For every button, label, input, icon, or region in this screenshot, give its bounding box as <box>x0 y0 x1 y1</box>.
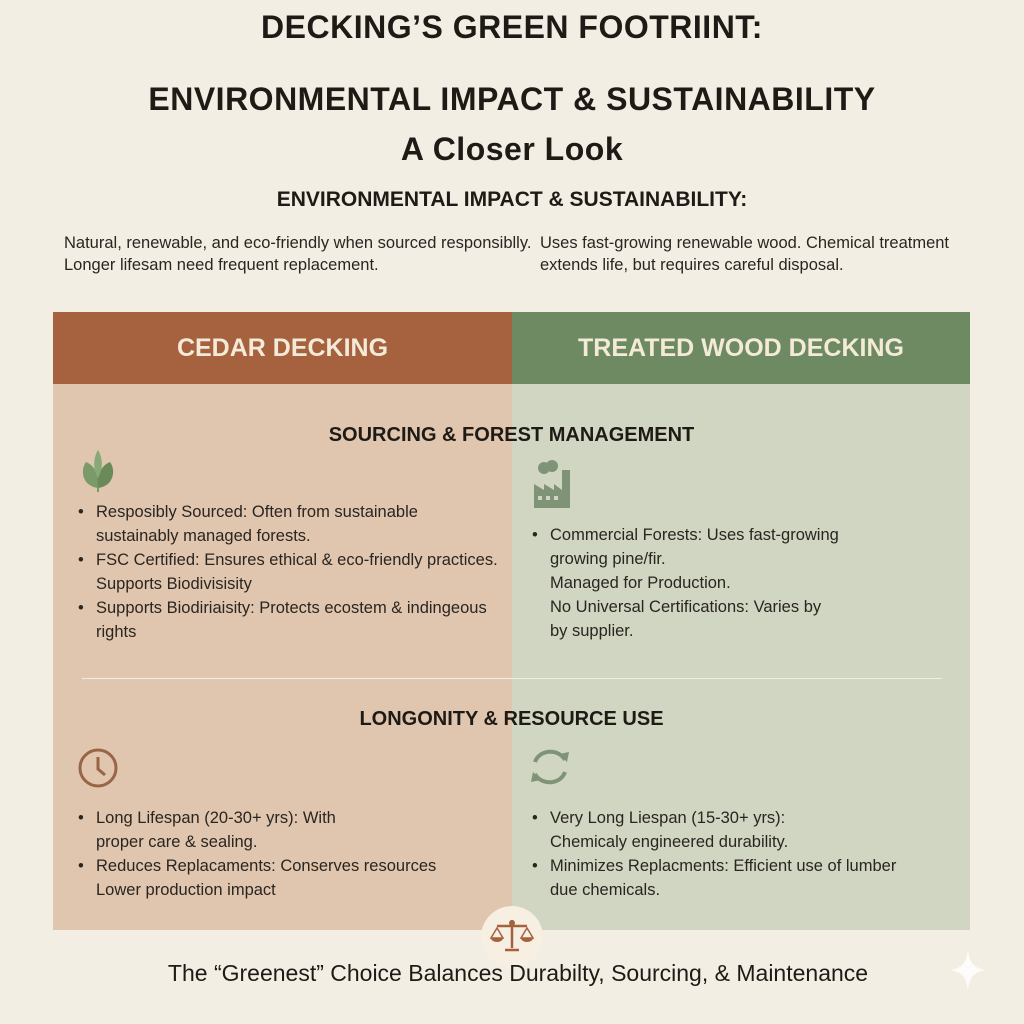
list-item: • Reduces Replacaments: Conserves resources <box>74 854 544 878</box>
list-item: growing pine/fir. <box>550 550 666 568</box>
recycle-arrows-icon <box>527 744 573 790</box>
list-item: sustainably managed forests. <box>96 527 311 545</box>
sparkle-icon <box>948 948 988 992</box>
intro-treated: Uses fast-growing renewable wood. Chemical treatment extends life, but requires careful disposal. <box>540 234 950 274</box>
leaf-icon <box>78 448 118 496</box>
list-item: • Resposibly Sourced: Often from sustainable <box>74 500 544 524</box>
list-item: • Minimizes Replacments: Efficient use of lumber <box>528 854 968 878</box>
list-item: • Commercial Forests: Uses fast-growing <box>528 523 968 547</box>
list-item: Managed for Production. <box>550 574 731 592</box>
cedar-sourcing-list <box>74 500 544 644</box>
treated-header: TREATED WOOD DECKING <box>512 312 970 384</box>
list-item: • Very Long Liespan (15-30+ yrs): <box>528 806 968 830</box>
list-item: by supplier. <box>550 622 634 640</box>
cedar-header: CEDAR DECKING <box>53 312 512 384</box>
cedar-longevity-list <box>74 806 544 902</box>
treated-sourcing-list <box>528 523 968 643</box>
list-item: No Universal Certifications: Varies by <box>550 598 822 616</box>
list-item: • FSC Certified: Ensures ethical & eco-friendly practices. <box>74 548 544 572</box>
title-line-3: A Closer Look <box>400 131 624 167</box>
section-title-longevity: LONGONITY & RESOURCE USE <box>359 708 664 730</box>
list-item: proper care & sealing. <box>96 833 258 851</box>
subtitle: ENVIRONMENTAL IMPACT & SUSTAINABILITY: <box>276 188 748 211</box>
list-item: Supports Biodivisisity <box>96 575 252 593</box>
list-item: Chemicaly engineered durability. <box>550 833 789 851</box>
list-item: due chemicals. <box>550 881 661 899</box>
intro-cedar: Natural, renewable, and eco-friendly when sourced responsiblly. Longer lifesam need frequent replacement. <box>64 234 532 274</box>
footer-text: The “Greenest” Choice Balances Durabilty, Sourcing, & Maintenance <box>167 960 869 986</box>
clock-icon <box>76 746 120 790</box>
treated-longevity-list <box>528 806 968 902</box>
title-line-2: ENVIRONMENTAL IMPACT & SUSTAINABILITY <box>148 81 876 117</box>
list-item: Lower production impact <box>96 881 276 899</box>
list-item: • Long Lifespan (20-30+ yrs): With <box>74 806 544 830</box>
section-title-sourcing: SOURCING & FOREST MANAGEMENT <box>328 424 695 446</box>
list-item: rights <box>96 623 137 641</box>
list-item: • Supports Biodiriaisity: Protects ecostem & indingeous <box>74 596 544 620</box>
title-line-1: DECKING’S GREEN FOOTRIINT: <box>261 9 763 45</box>
section-divider <box>82 678 942 679</box>
balance-scale-icon <box>481 906 543 968</box>
scale-badge <box>481 906 543 968</box>
